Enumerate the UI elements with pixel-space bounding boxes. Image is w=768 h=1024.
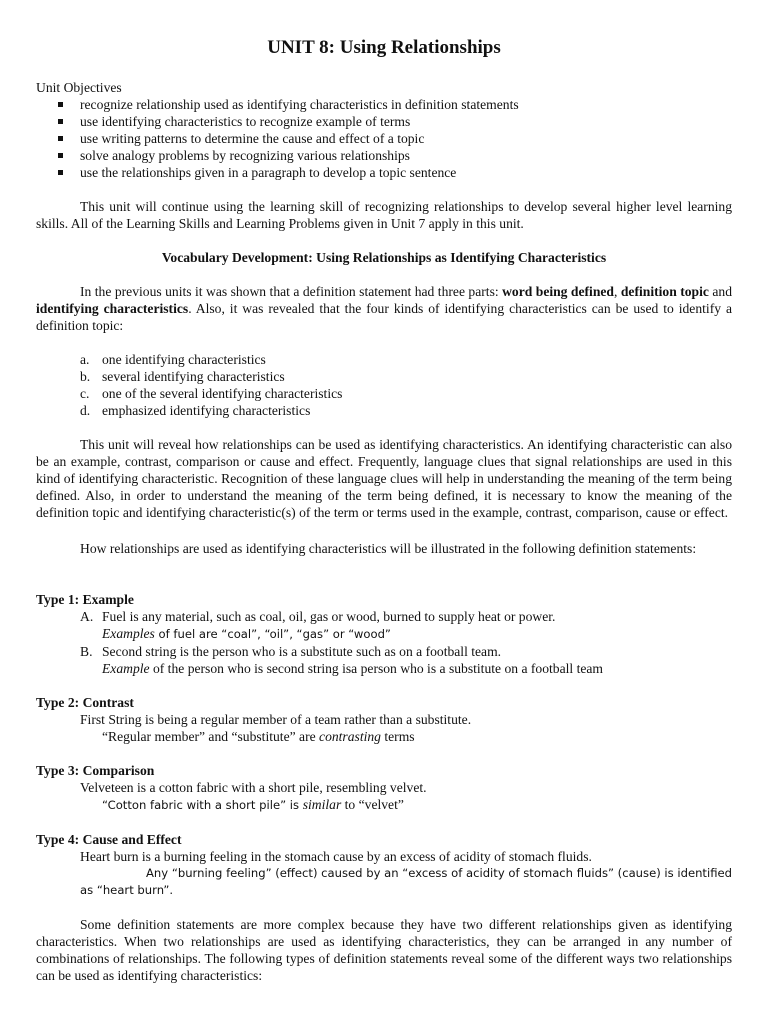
- objectives-heading: Unit Objectives: [36, 80, 122, 95]
- type4-section: [36, 831, 732, 899]
- illustration-paragraph: How relationships are used as identifying characteristics will be illustrated in the following definition statements:: [80, 541, 697, 556]
- kinds-list: [36, 351, 732, 419]
- type2-definition: First String is being a regular member of a team rather than a substitute.: [80, 712, 472, 727]
- objective-item: use identifying characteristics to recognize example of terms: [36, 113, 732, 130]
- type1-heading: Type 1: Example: [36, 592, 134, 607]
- type4-note: Any “burning feeling” (effect) caused by an “excess of acidity of stomach fluids” (cause) is identified as “heart burn”.: [80, 866, 732, 897]
- kind-item: d. emphasized identifying characteristics: [80, 403, 311, 418]
- intro-paragraph: This unit will continue using the learning skill of recognizing relationships to develop several higher level learning skills. All of the Learning Skills and Learning Problems given in Unit 7 apply in this unit.: [36, 199, 732, 231]
- kind-item: c. one of the several identifying characteristics: [80, 386, 343, 401]
- type1-item-b: B. Second string is the person who is a substitute such as on a football team.: [80, 644, 502, 659]
- type3-heading: Type 3: Comparison: [36, 763, 155, 778]
- bullet-square-icon: [58, 119, 63, 124]
- type3-section: [36, 762, 732, 814]
- objective-item: use the relationships given in a paragraph to develop a topic sentence: [36, 164, 732, 181]
- bullet-square-icon: [58, 170, 63, 175]
- objective-item: use writing patterns to determine the cause and effect of a topic: [36, 130, 732, 147]
- type1-item-a-note: Examples of fuel are “coal”, “oil”, “gas” or “wood”: [102, 626, 391, 641]
- type1-item-b-note: Example of the person who is second string isa person who is a substitute on a football team: [102, 661, 603, 676]
- kind-item: b. several identifying characteristics: [80, 369, 285, 384]
- type4-definition: Heart burn is a burning feeling in the stomach cause by an excess of acidity of stomach fluids.: [80, 849, 592, 864]
- objective-item: recognize relationship used as identifying characteristics in definition statements: [36, 96, 732, 113]
- type1-section: [36, 591, 732, 677]
- bullet-square-icon: [58, 102, 63, 107]
- type3-note: “Cotton fabric with a short pile” is similar to “velvet”: [102, 797, 404, 812]
- type1-item-a: A. Fuel is any material, such as coal, oil, gas or wood, burned to supply heat or power.: [80, 609, 556, 624]
- type2-note: “Regular member” and “substitute” are contrasting terms: [102, 729, 415, 744]
- type3-definition: Velveteen is a cotton fabric with a short pile, resembling velvet.: [80, 780, 427, 795]
- complex-definitions-paragraph: Some definition statements are more complex because they have two different relationships given as identifying characteristics. When two relationships are used as identifying characteristics, they can be arranged in any number of combinations of relationships. The following types of definition statements reveal some of the different ways two relationships can be used as identifying characteristics:: [36, 917, 732, 983]
- type2-heading: Type 2: Contrast: [36, 695, 134, 710]
- type2-section: [36, 694, 732, 745]
- page-title: UNIT 8: Using Relationships: [267, 37, 501, 58]
- type4-heading: Type 4: Cause and Effect: [36, 832, 182, 847]
- objective-item: solve analogy problems by recognizing various relationships: [36, 147, 732, 164]
- kinds-list-section: [36, 351, 732, 419]
- objectives-section: [36, 79, 732, 181]
- kind-item: a. one identifying characteristics: [80, 352, 266, 367]
- section-heading: Vocabulary Development: Using Relationships as Identifying Characteristics: [161, 250, 607, 265]
- bullet-square-icon: [58, 136, 63, 141]
- objectives-list: [36, 96, 732, 181]
- relationships-paragraph: This unit will reveal how relationships can be used as identifying characteristics. An identifying characteristic can also be an example, contrast, comparison or cause and effect. Frequently, language clues that signal relationships are used in this kind of identifying characteristic. Recognition of these language clues will help in understanding the meaning of the term being defined. Also, in order to understand the meaning of the term being defined, it is necessary to know the meaning of the definition topic and identifying characteristic(s) of the term or terms used in the example, contrast, comparison, cause or effect.: [36, 437, 732, 520]
- bullet-square-icon: [58, 153, 63, 158]
- definition-parts-paragraph: In the previous units it was shown that a definition statement had three parts: word being defined, definition topic and identifying characteristics. Also, it was revealed that the four kinds of identifying characteristics can be used to identify a definition topic:: [36, 284, 732, 333]
